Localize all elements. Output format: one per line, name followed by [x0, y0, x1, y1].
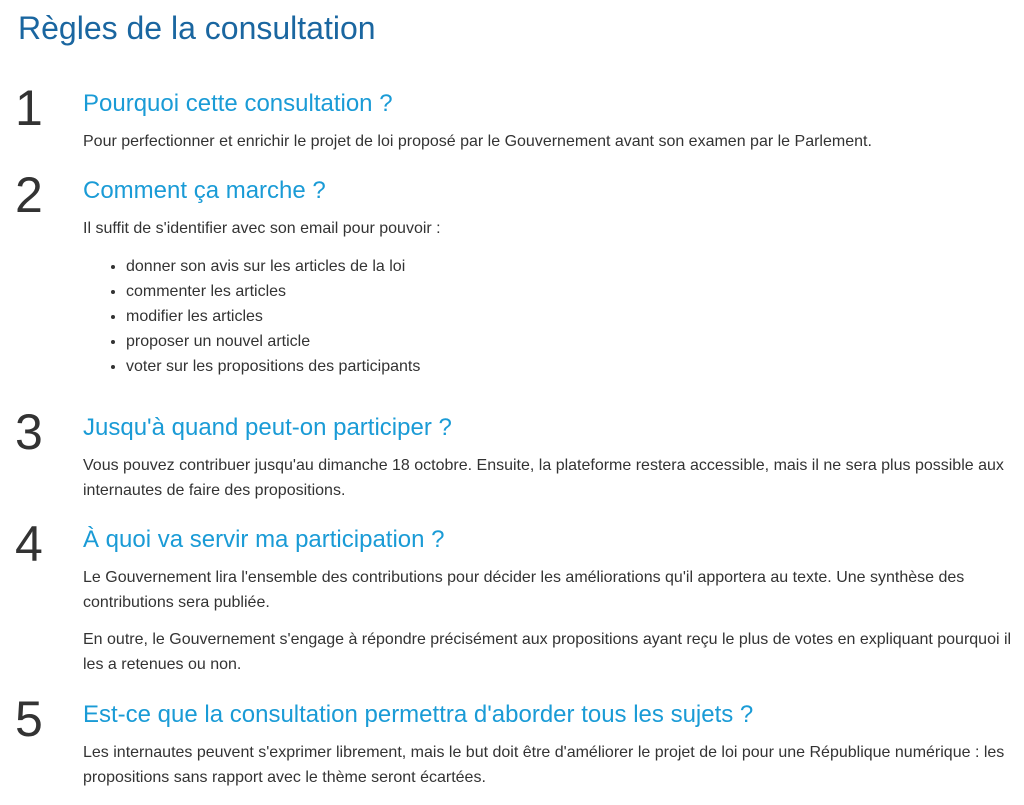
rule-number: 4: [15, 516, 43, 572]
rule-body: [83, 129, 1021, 154]
rule-question: Comment ça marche ?: [83, 177, 326, 204]
rule-paragraph: Vous pouvez contribuer jusqu'au dimanche 18 octobre. Ensuite, la plateforme restera accessible, mais il ne sera plus possible aux internautes de faire des propositions.: [83, 457, 1004, 499]
rule-body: [83, 216, 1021, 379]
rule-number: 1: [15, 80, 43, 136]
list-item: • commenter les articles: [126, 279, 1021, 304]
rule-paragraph: En outre, le Gouvernement s'engage à répondre précisément aux propositions ayant reçu le plus de votes en expliquant pourquoi il les a retenues ou non.: [83, 631, 1012, 673]
rule-body: [83, 453, 1021, 503]
rule-paragraph: Les internautes peuvent s'exprimer librement, mais le but doit être d'améliorer le projet de loi pour une République numérique : les propositions sans rapport avec le thème seront écartées.: [83, 744, 1005, 786]
rule-body: [83, 740, 1021, 790]
list-item: • voter sur les propositions des participants: [126, 354, 1021, 379]
rule-number: 2: [15, 167, 43, 223]
rule-paragraph: Pour perfectionner et enrichir le projet de loi proposé par le Gouvernement avant son examen par le Parlement.: [83, 133, 872, 150]
rule-number: 5: [15, 691, 43, 747]
rule-question: À quoi va servir ma participation ?: [83, 526, 445, 553]
rule-question: Est-ce que la consultation permettra d'aborder tous les sujets ?: [83, 701, 754, 728]
page-title: Règles de la consultation: [18, 10, 376, 46]
list-item: • modifier les articles: [126, 304, 1021, 329]
rule-paragraph: Il suffit de s'identifier avec son email pour pouvoir :: [83, 220, 441, 237]
rule-paragraph: Le Gouvernement lira l'ensemble des contributions pour décider les améliorations qu'il apportera au texte. Une synthèse des contributions sera publiée.: [83, 569, 965, 611]
list-item: • donner son avis sur les articles de la loi: [126, 254, 1021, 279]
feature-list: [83, 254, 1021, 379]
rule-question: Jusqu'à quand peut-on participer ?: [83, 414, 452, 441]
list-item: • proposer un nouvel article: [126, 329, 1021, 354]
rule-body: [83, 565, 1021, 677]
rule-question: Pourquoi cette consultation ?: [83, 90, 393, 117]
rule-number: 3: [15, 404, 43, 460]
